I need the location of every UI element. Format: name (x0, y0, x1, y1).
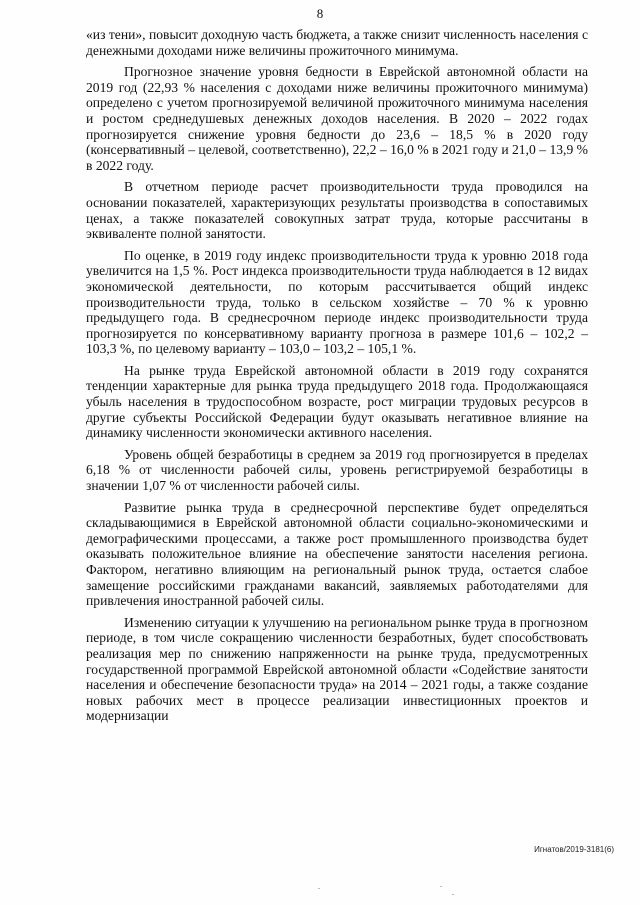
scan-speck (318, 888, 320, 889)
paragraph-5: На рынке труда Еврейской автономной области в 2019 году сохранятся тенденции характерные для рынка труда предыдущего 2018 года. Продолжающаяся убыль населения в трудоспособном возрасте, рост миграции трудовых ресурсов в другие субъекты Российской Федерации будут оказывать негативное влияние на динамику численности экономически активного населения. (86, 362, 588, 441)
body-text (86, 27, 588, 730)
scan-speck (452, 894, 454, 895)
document-footer-code: Игнатов/2019-3181(6) (534, 845, 614, 854)
paragraph-8: Изменению ситуации к улучшению на региональном рынке труда в прогнозном периоде, в том числе сокращению численности безработных, будет способствовать реализация мер по снижению напряженности на рынке труда, предусмотренных государственной программой Еврейской автономной области «Содействие занятости населения и обеспечение безопасности труда» на 2014 – 2021 годы, а также создание новых рабочих мест в процессе реализации инвестиционных проектов и модернизации (86, 614, 588, 724)
paragraph-4: По оценке, в 2019 году индекс производительности труда к уровню 2018 года увеличится на 1,5 %. Рост индекса производительности труда наблюдается в 12 видах экономической деятельности, по которым рассчитывается общий индекс производительности труда, только в сельском хозяйстве – 70 % к уровню предыдущего года. В среднесрочном периоде индекс производительности труда прогнозируется по консервативному варианту прогноза в размере 101,6 – 102,2 – 103,3 %, по целевому варианту – 103,0 – 103,2 – 105,1 %. (86, 247, 588, 357)
paragraph-2: Прогнозное значение уровня бедности в Еврейской автономной области на 2019 год (22,93 % населения с доходами ниже величины прожиточного минимума) определено с учетом прогнозируемой величиной прожиточного минимума населения и ростом среднедушевых денежных доходов населения. В 2020 – 2022 годах прогнозируется снижение уровня бедности до 23,6 – 18,5 % в 2020 году (консервативный – целевой, соответственно), 22,2 – 16,0 % в 2021 году и 21,0 – 13,9 % в 2022 году. (86, 64, 588, 173)
paragraph-3: В отчетном периоде расчет производительности труда проводился на основании показателей, характеризующих результаты производства в сопоставимых ценах, а также показателей совокупных затрат труда, которые рассчитаны в эквиваленте полной занятости. (86, 179, 588, 242)
paragraph-7: Развитие рынка труда в среднесрочной перспективе будет определяться складывающимися в Еврейской автономной области социально-экономическими и демографическими процессами, а также рост промышленного производства будет оказывать положительное влияние на обеспечение занятости населения региона. Фактором, негативно влияющим на региональный рынок труда, остается слабое замещение российскими гражданами вакансий, заявляемых работодателями для привлечения иностранной рабочей силы. (86, 499, 588, 609)
scan-speck (440, 886, 442, 887)
paragraph-1: «из тени», повысит доходную часть бюджета, а также снизит численность населения с денежными доходами ниже величины прожиточного минимума. (86, 27, 588, 58)
page-number: 8 (316, 6, 324, 21)
paragraph-6: Уровень общей безработицы в среднем за 2019 год прогнозируется в пределах 6,18 % от численности рабочей силы, уровень регистрируемой безработицы в значении 1,07 % от численности рабочей силы. (86, 446, 588, 494)
